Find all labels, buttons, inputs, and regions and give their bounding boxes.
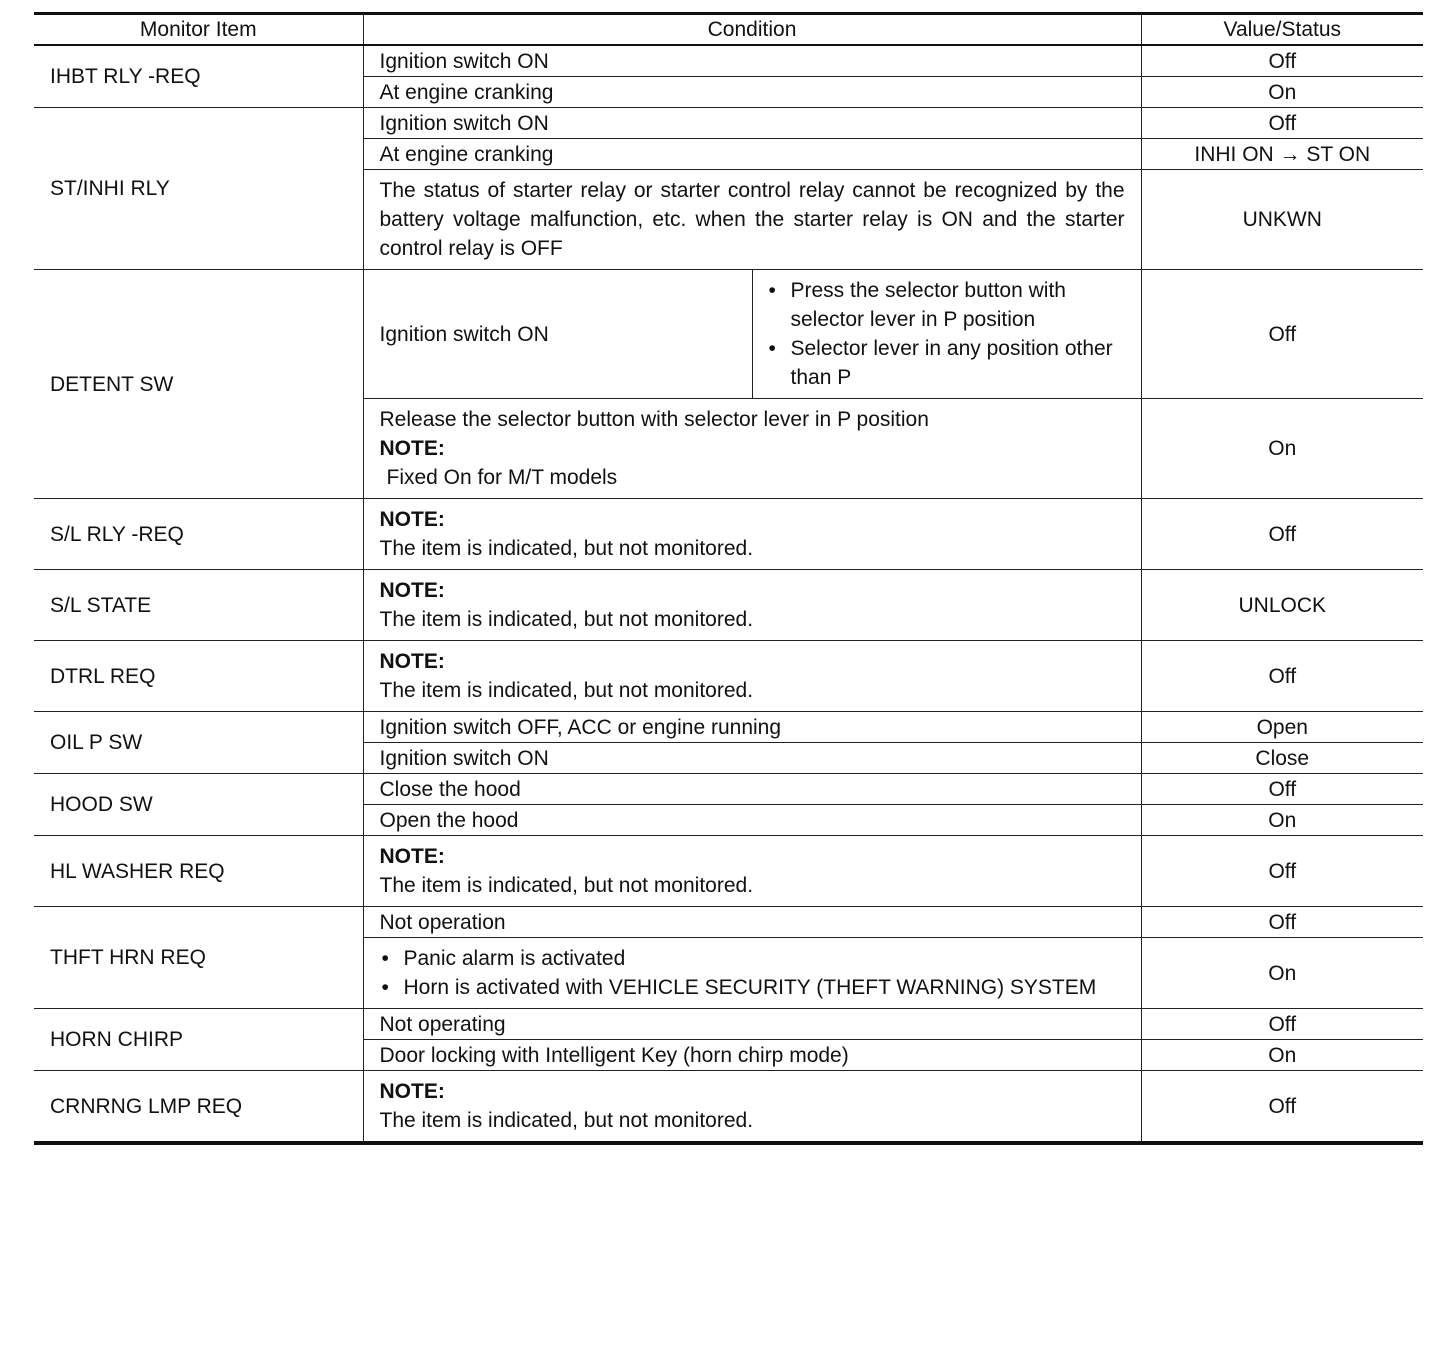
condition-cell: Ignition switch ON	[363, 270, 752, 399]
monitor-item-cell: DTRL REQ	[34, 641, 363, 712]
note-label: NOTE:	[379, 845, 445, 868]
condition-cell: Door locking with Intelligent Key (horn chirp mode)	[363, 1040, 1141, 1071]
value-cell: INHI ON → ST ON	[1141, 139, 1423, 170]
value-cell: On	[1141, 1040, 1423, 1071]
monitor-item-cell: DETENT SW	[34, 270, 363, 499]
monitor-item-cell: HOOD SW	[34, 774, 363, 836]
condition-cell: Close the hood	[363, 774, 1141, 805]
condition-cell	[363, 499, 1141, 570]
table-row	[34, 108, 1423, 139]
note-label: NOTE:	[379, 437, 445, 460]
table-row	[34, 641, 1423, 712]
value-cell: Off	[1141, 1009, 1423, 1040]
table-row	[34, 774, 1423, 805]
monitor-item-table	[34, 12, 1423, 1145]
condition-cell: Ignition switch OFF, ACC or engine running	[363, 712, 1141, 743]
value-cell: Off	[1141, 641, 1423, 712]
header-value-status: Value/Status	[1141, 14, 1423, 46]
value-cell: On	[1141, 805, 1423, 836]
value-cell: Off	[1141, 45, 1423, 77]
condition-cell	[363, 836, 1141, 907]
condition-cell	[363, 399, 1141, 499]
value-cell: Close	[1141, 743, 1423, 774]
table-row	[34, 836, 1423, 907]
condition-cell: Ignition switch ON	[363, 108, 1141, 139]
value-cell: Off	[1141, 907, 1423, 938]
table-row	[34, 45, 1423, 77]
note-text: The item is indicated, but not monitored.	[379, 537, 754, 560]
bullet-list	[380, 944, 1125, 1002]
header-monitor-item: Monitor Item	[34, 14, 363, 46]
value-cell: Off	[1141, 774, 1423, 805]
monitor-item-cell: OIL P SW	[34, 712, 363, 774]
value-cell: UNLOCK	[1141, 570, 1423, 641]
value-cell: UNKWN	[1141, 170, 1423, 270]
table-row	[34, 712, 1423, 743]
monitor-item-cell: HORN CHIRP	[34, 1009, 363, 1071]
condition-cell	[363, 570, 1141, 641]
condition-cell	[363, 1071, 1141, 1144]
note-text: The item is indicated, but not monitored.	[379, 679, 754, 702]
table-row	[34, 1009, 1423, 1040]
condition-cell: Open the hood	[363, 805, 1141, 836]
condition-text: Release the selector button with selector lever in P position	[379, 408, 929, 431]
value-cell: Off	[1141, 836, 1423, 907]
value-cell: Off	[1141, 1071, 1423, 1144]
note-text: The item is indicated, but not monitored.	[379, 874, 754, 897]
note-label: NOTE:	[379, 1080, 445, 1103]
bullet-list	[767, 276, 1133, 392]
condition-cell	[363, 641, 1141, 712]
monitor-item-cell: IHBT RLY -REQ	[34, 45, 363, 108]
condition-cell: Ignition switch ON	[363, 743, 1141, 774]
value-cell: Off	[1141, 270, 1423, 399]
condition-cell: Not operating	[363, 1009, 1141, 1040]
list-item: • Horn is activated with VEHICLE SECURITY (THEFT WARNING) SYSTEM	[404, 973, 1125, 1002]
monitor-item-cell: S/L STATE	[34, 570, 363, 641]
value-cell: On	[1141, 77, 1423, 108]
value-cell: On	[1141, 938, 1423, 1009]
list-item: • Press the selector button with selector lever in P position	[791, 276, 1133, 334]
condition-cell: Ignition switch ON	[363, 45, 1141, 77]
condition-cell: At engine cranking	[363, 139, 1141, 170]
table-header-row	[34, 14, 1423, 46]
note-label: NOTE:	[379, 579, 445, 602]
table-row	[34, 907, 1423, 938]
note-label: NOTE:	[379, 650, 445, 673]
list-item: • Panic alarm is activated	[404, 944, 1125, 973]
note-text: The item is indicated, but not monitored.	[379, 1109, 754, 1132]
list-item: • Selector lever in any position other than P	[791, 334, 1133, 392]
condition-cell: At engine cranking	[363, 77, 1141, 108]
monitor-item-cell: THFT HRN REQ	[34, 907, 363, 1009]
table-row	[34, 499, 1423, 570]
table-row	[34, 1071, 1423, 1144]
value-cell: Off	[1141, 108, 1423, 139]
monitor-item-cell: ST/INHI RLY	[34, 108, 363, 270]
condition-cell	[363, 938, 1141, 1009]
header-condition: Condition	[363, 14, 1141, 46]
table-row	[34, 570, 1423, 641]
value-cell: Off	[1141, 499, 1423, 570]
value-cell: Open	[1141, 712, 1423, 743]
monitor-item-cell: HL WASHER REQ	[34, 836, 363, 907]
condition-cell: Not operation	[363, 907, 1141, 938]
condition-detail-cell	[752, 270, 1141, 399]
note-text: Fixed On for M/T models	[386, 466, 618, 489]
table-row	[34, 270, 1423, 399]
monitor-item-cell: CRNRNG LMP REQ	[34, 1071, 363, 1144]
note-label: NOTE:	[379, 508, 445, 531]
value-cell: On	[1141, 399, 1423, 499]
note-text: The item is indicated, but not monitored.	[379, 608, 754, 631]
condition-cell: The status of starter relay or starter control relay cannot be recognized by the battery voltage malfunction, etc. when the starter relay is ON and the starter control relay is OFF	[363, 170, 1141, 270]
monitor-item-cell: S/L RLY -REQ	[34, 499, 363, 570]
